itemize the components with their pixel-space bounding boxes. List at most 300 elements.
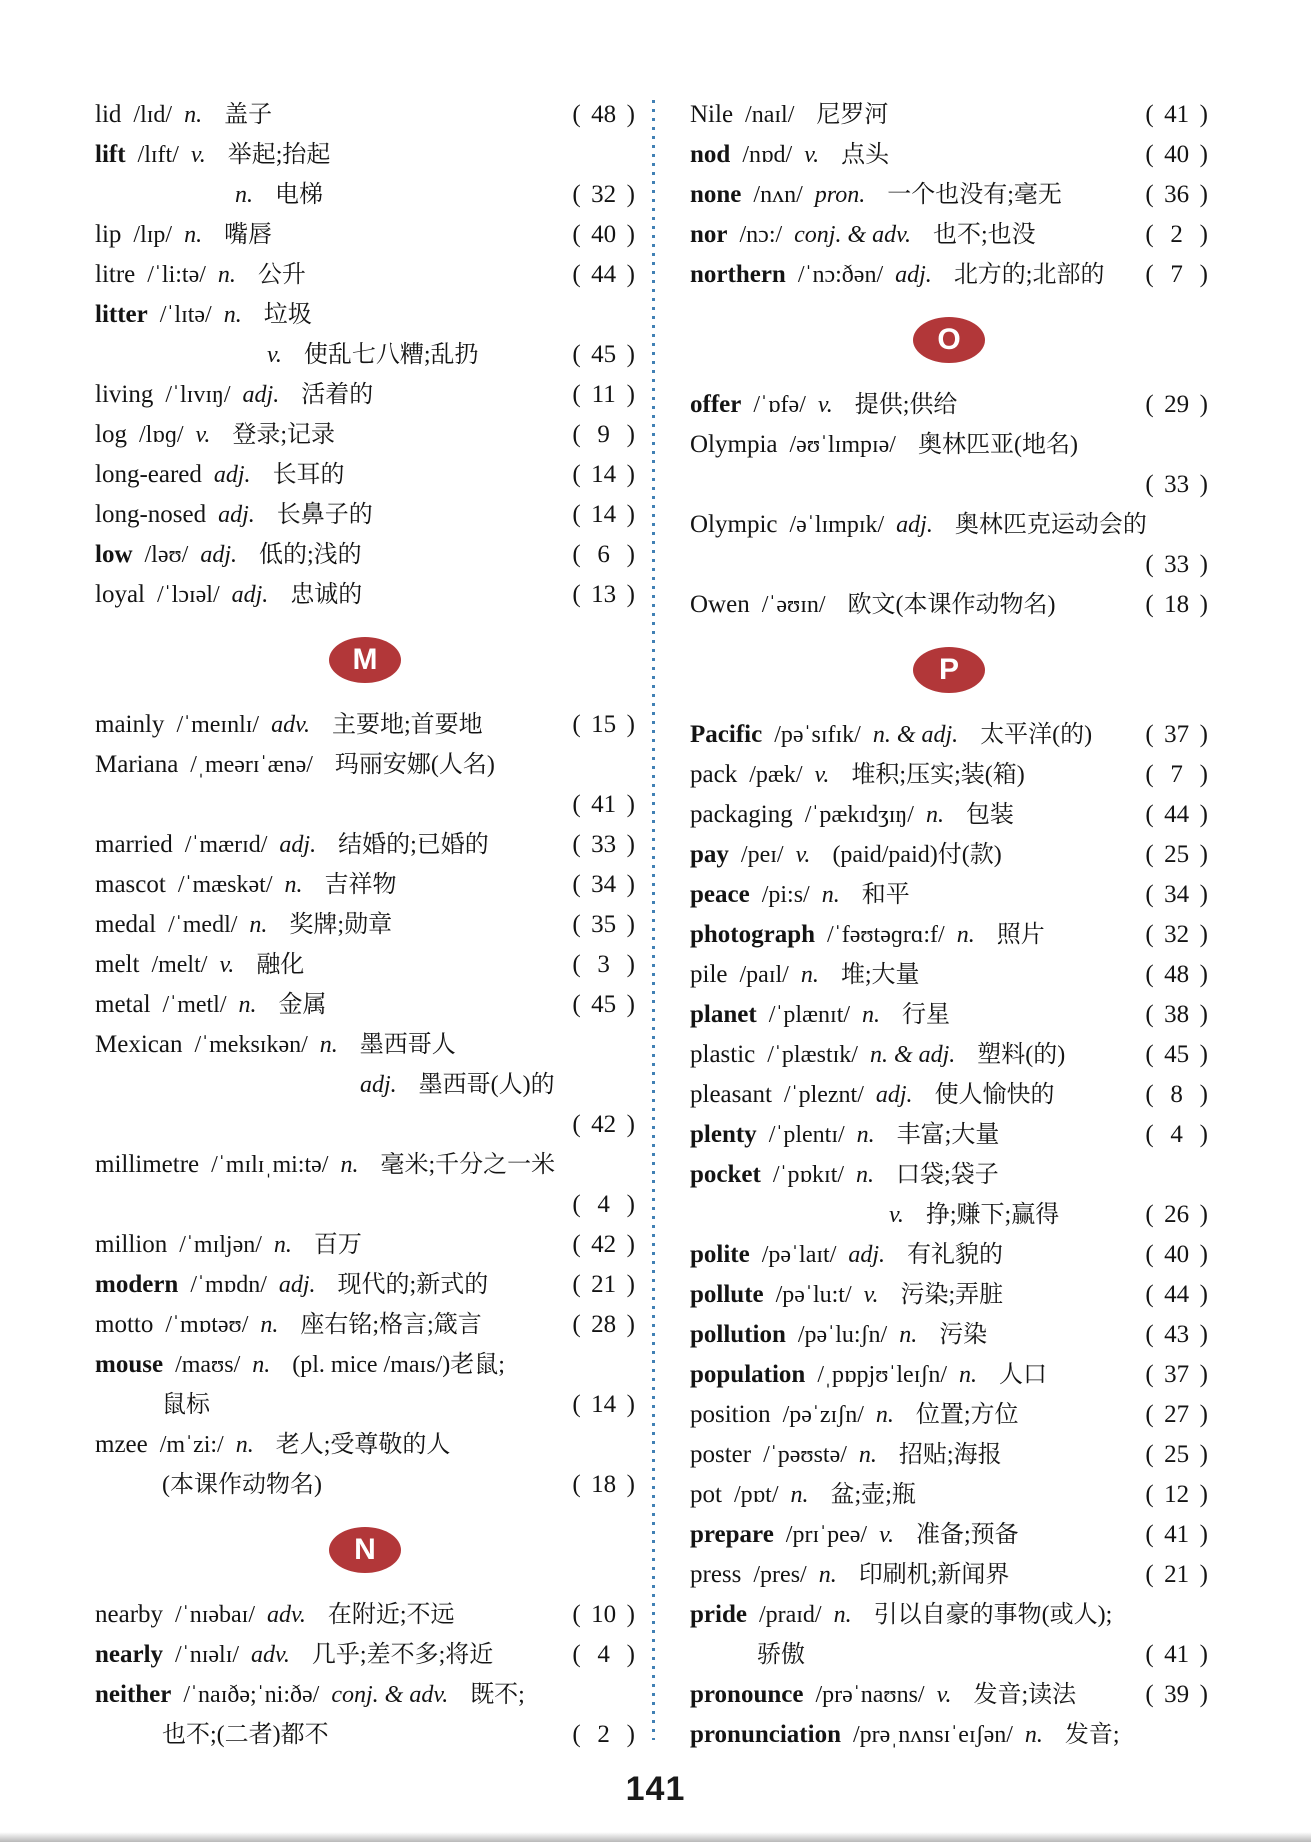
entry-meaning: 挣;赚下;赢得: [925, 1202, 1060, 1228]
entry-meaning: 嘴唇: [224, 222, 273, 248]
entry-northern: [690, 255, 1208, 295]
entry-phonetic: /peɪ/: [740, 842, 784, 868]
entry-meaning: 丰富;大量: [896, 1122, 1000, 1148]
entry-peace: [690, 875, 1208, 915]
entry-continuation: [95, 1385, 635, 1425]
entry-page-ref: ( 45 ): [572, 991, 635, 1018]
entry-motto: [95, 1305, 635, 1345]
entry-continuation: [95, 1465, 635, 1505]
entry-phonetic: /ˈplæstɪk/: [767, 1042, 858, 1068]
entry-meaning: 欧文(本课作动物名): [847, 592, 1056, 618]
entry-prepare: [690, 1515, 1208, 1555]
entry-meaning: 准备;预备: [915, 1522, 1019, 1548]
entry-meaning: 墨西哥(人)的: [418, 1072, 555, 1098]
entry-word: mouse: [95, 1351, 164, 1378]
entry-phonetic: /ˈnaɪðə;ˈni:ðə/: [183, 1682, 320, 1708]
entry-phonetic: /melt/: [151, 952, 208, 978]
entry-pos: conj. & adv.: [794, 222, 912, 248]
entry-continuation: [95, 785, 635, 825]
entry-pos: n.: [260, 1312, 279, 1338]
entry-pos: adj.: [896, 512, 933, 538]
entry-pos: n.: [340, 1152, 359, 1178]
entry-word: nod: [690, 141, 731, 168]
entry-meaning: 在附近;不远: [327, 1602, 455, 1628]
section-badge-m: M: [329, 637, 401, 683]
entry-meaning: 使乱七八糟;乱扔: [303, 342, 479, 368]
entry-page-ref: ( 48 ): [1145, 961, 1208, 988]
entry-mainly: [95, 705, 635, 745]
entry-phonetic: /ˈmɪlɪˌmi:tə/: [211, 1152, 329, 1178]
entry-low: [95, 535, 635, 575]
entry-word: pocket: [690, 1161, 761, 1188]
entry-meaning: 引以自豪的事物(或人);: [873, 1602, 1113, 1628]
entry-meaning: 奥林匹克运动会的: [954, 512, 1147, 538]
entry-meaning: 口袋;袋子: [896, 1162, 999, 1188]
entry-meaning: (paid/paid)付(款): [832, 842, 1002, 868]
entry-word: motto: [95, 1311, 154, 1338]
entry-meaning: 发音;: [1064, 1722, 1120, 1748]
entry-pos: n.: [800, 962, 819, 988]
entry-meaning: 既不;: [470, 1682, 525, 1708]
entry-phonetic: /ˈmeksɪkən/: [194, 1032, 308, 1058]
entry-meaning: 奖牌;勋章: [289, 912, 393, 938]
entry-word: nor: [690, 221, 728, 248]
entry-continuation: [690, 1635, 1208, 1675]
entry-word: nearly: [95, 1641, 164, 1668]
entry-word: low: [95, 541, 133, 568]
entry-phonetic: /prəˌnʌnsɪˈeɪʃən/: [852, 1722, 1013, 1748]
entry-page-ref: ( 33 ): [1145, 551, 1208, 578]
entry-phonetic: /pəˈlu:t/: [775, 1282, 852, 1308]
entry-phonetic: /ˌmeərɪˈænə/: [190, 752, 313, 778]
entry-lip: [95, 215, 635, 255]
entry-page-ref: ( 21 ): [1145, 1561, 1208, 1588]
entry-meaning: 招贴;海报: [898, 1442, 1002, 1468]
entry-page-ref: ( 44 ): [1145, 801, 1208, 828]
entry-pos: adj.: [213, 462, 251, 488]
entry-phonetic: /ˈnɪəbaɪ/: [175, 1602, 255, 1628]
entry-meaning: (pl. mice /maɪs/)老鼠;: [292, 1352, 505, 1378]
entry-polite: [690, 1235, 1208, 1275]
entry-phonetic: /nʌn/: [753, 182, 803, 208]
entry-meaning: 位置;方位: [915, 1402, 1019, 1428]
entry-word: millimetre: [95, 1151, 200, 1178]
entry-continuation: [690, 545, 1208, 585]
entry-meaning: 污染: [939, 1322, 988, 1348]
entry-word: pile: [690, 961, 728, 988]
entry-mascot: [95, 865, 635, 905]
entry-meaning: 塑料(的): [977, 1042, 1066, 1068]
entry-word: planet: [690, 1001, 757, 1028]
entry-nod: [690, 135, 1208, 175]
entry-page-ref: ( 9 ): [572, 421, 635, 448]
entry-press: [690, 1555, 1208, 1595]
entry-long-nosed: [95, 495, 635, 535]
entry-meaning: 电梯: [275, 182, 323, 208]
entry-word: lid: [95, 101, 122, 128]
entry-medal: [95, 905, 635, 945]
entry-pos: n.: [956, 922, 975, 948]
entry-page-ref: ( 36 ): [1145, 181, 1208, 208]
entry-phonetic: /praɪd/: [758, 1602, 822, 1628]
entry-meaning: 现代的;新式的: [337, 1272, 489, 1298]
entry-meaning: 印刷机;新闻界: [858, 1562, 1010, 1588]
entry-meaning: 墨西哥人: [359, 1032, 456, 1058]
entry-pos: adj.: [278, 1272, 316, 1298]
entry-page-ref: ( 40 ): [572, 221, 635, 248]
entry-word: pot: [690, 1481, 722, 1508]
entry-page-ref: ( 2 ): [1145, 221, 1208, 248]
entry-pos: adj.: [231, 582, 269, 608]
entry-pos: n.: [284, 872, 303, 898]
entry-lid: [95, 95, 635, 135]
entry-word: offer: [690, 391, 742, 418]
entry-page-ref: ( 27 ): [1145, 1401, 1208, 1428]
entry-pos: n.: [858, 1442, 877, 1468]
entry-meaning: 几乎;差不多;将近: [311, 1642, 494, 1668]
entry-word: mascot: [95, 871, 166, 898]
entry-meaning: 主要地;首要地: [331, 712, 483, 738]
entry-pos: n.: [818, 1562, 837, 1588]
right-column: [690, 95, 1208, 1755]
entry-word: pay: [690, 841, 729, 868]
entry-pos: adj.: [200, 542, 237, 568]
entry-pos: n.: [821, 882, 840, 908]
entry-phonetic: /pəˈzɪʃn/: [782, 1402, 864, 1428]
entry-pos: v.: [817, 392, 833, 418]
entry-photograph: [690, 915, 1208, 955]
entry-page-ref: ( 4 ): [572, 1641, 635, 1668]
entry-meaning: 低的;浅的: [259, 542, 362, 568]
entry-page-ref: ( 40 ): [1145, 141, 1208, 168]
entry-page-ref: ( 38 ): [1145, 1001, 1208, 1028]
entry-continuation: [690, 465, 1208, 505]
entry-word: pollute: [690, 1281, 764, 1308]
section-header-n: [95, 1505, 635, 1595]
entry-page-ref: ( 21 ): [572, 1271, 635, 1298]
entry-meaning: 结婚的;已婚的: [338, 832, 489, 858]
entry-meaning: 堆;大量: [840, 962, 920, 988]
entry-meaning: 忠诚的: [290, 582, 363, 608]
entry-page-ref: ( 8 ): [1145, 1081, 1208, 1108]
entry-word: position: [690, 1401, 771, 1428]
entry-pos: n.: [875, 1402, 894, 1428]
entry-married: [95, 825, 635, 865]
entry-meaning: 提供;供给: [854, 392, 958, 418]
entry-word: neither: [95, 1681, 172, 1708]
entry-word: modern: [95, 1271, 179, 1298]
entry-nor: [690, 215, 1208, 255]
entry-meaning: 堆积;压实;装(箱): [851, 762, 1025, 788]
entry-word: loyal: [95, 581, 145, 608]
entry-phonetic: /pres/: [753, 1562, 807, 1588]
entry-meaning: 奥林匹亚(地名): [917, 432, 1078, 458]
entry-meaning: 长鼻子的: [276, 502, 373, 528]
entry-meaning: 也不;也没: [933, 222, 1036, 248]
entry-pos: n. & adj.: [869, 1042, 956, 1068]
section-header-o: [690, 295, 1208, 385]
column-divider: [652, 100, 655, 1740]
entry-word: packaging: [690, 801, 793, 828]
entry-pot: [690, 1475, 1208, 1515]
entry-page-ref: ( 14 ): [572, 461, 635, 488]
section-badge-p: P: [913, 647, 985, 693]
entry-phonetic: /ˈɒfə/: [753, 392, 806, 418]
entry-meaning: 太平洋(的): [980, 722, 1093, 748]
section-badge-o: O: [913, 317, 985, 363]
entry-mouse: [95, 1345, 635, 1385]
entry-page-ref: ( 41 ): [572, 791, 635, 818]
entry-meaning: 公升: [257, 262, 306, 288]
entry-page-ref: ( 3 ): [572, 951, 635, 978]
entry-pos: v.: [936, 1682, 952, 1708]
entry-phonetic: /mˈzi:/: [159, 1432, 224, 1458]
entry-pos: v.: [795, 842, 811, 868]
entry-pos: v.: [863, 1282, 879, 1308]
entry-mexican: [95, 1025, 635, 1065]
entry-page-ref: ( 11 ): [572, 381, 635, 408]
entry-page-ref: ( 43 ): [1145, 1321, 1208, 1348]
entry-page-ref: ( 4 ): [1145, 1121, 1208, 1148]
entry-word: pleasant: [690, 1081, 772, 1108]
entry-pos: adj.: [218, 502, 255, 528]
entry-meaning: 盖子: [224, 102, 273, 128]
entry-page-ref: ( 37 ): [1145, 721, 1208, 748]
entry-phonetic: /pɒt/: [733, 1482, 779, 1508]
entry-word: peace: [690, 881, 750, 908]
entry-pacific: [690, 715, 1208, 755]
entry-nearby: [95, 1595, 635, 1635]
entry-nile: [690, 95, 1208, 135]
entry-page-ref: ( 44 ): [572, 261, 635, 288]
entry-page-ref: ( 37 ): [1145, 1361, 1208, 1388]
entry-page-ref: ( 41 ): [1145, 101, 1208, 128]
entry-word: pack: [690, 761, 738, 788]
entry-phonetic: /prɪˈpeə/: [785, 1522, 868, 1548]
entry-pollution: [690, 1315, 1208, 1355]
entry-phonetic: /maʊs/: [175, 1352, 241, 1378]
entry-word: plastic: [690, 1041, 756, 1068]
entry-litter: [95, 295, 635, 335]
entry-phonetic: /pəˈlaɪt/: [761, 1242, 837, 1268]
entry-word: Owen: [690, 591, 750, 618]
entry-nearly: [95, 1635, 635, 1675]
entry-word: Mexican: [95, 1031, 183, 1058]
entry-poster: [690, 1435, 1208, 1475]
entry-pos: pron.: [814, 182, 866, 208]
entry-phonetic: /əʊˈlɪmpɪə/: [789, 432, 896, 458]
entry-meaning: 包装: [965, 802, 1014, 828]
entry-phonetic: /pi:s/: [761, 882, 810, 908]
entry-page-ref: ( 32 ): [1145, 921, 1208, 948]
entry-phonetic: /ˈpækɪdʒɪŋ/: [804, 802, 914, 828]
entry-lift: [95, 135, 635, 175]
entry-word: mzee: [95, 1431, 148, 1458]
entry-pronounce: [690, 1675, 1208, 1715]
entry-phonetic: /ˈmetl/: [162, 992, 227, 1018]
entry-phonetic: /lɒɡ/: [138, 422, 184, 448]
entry-loyal: [95, 575, 635, 615]
entry-mzee: [95, 1425, 635, 1465]
entry-page-ref: ( 33 ): [572, 831, 635, 858]
entry-pos: n.: [790, 1482, 809, 1508]
entry-phonetic: /ˈpleznt/: [783, 1082, 864, 1108]
entry-word: photograph: [690, 921, 816, 948]
entry-pay: [690, 835, 1208, 875]
entry-pos: n.: [252, 1352, 271, 1378]
entry-pos: adj.: [848, 1242, 886, 1268]
entry-word: Nile: [690, 101, 734, 128]
entry-word: none: [690, 181, 742, 208]
entry-phonetic: /ˈmeɪnlɪ/: [176, 712, 260, 738]
entry-page-ref: ( 18 ): [1145, 591, 1208, 618]
entry-metal: [95, 985, 635, 1025]
entry-meaning: 毫米;千分之一米: [380, 1152, 556, 1178]
entry-litre: [95, 255, 635, 295]
entry-page-ref: ( 6 ): [572, 541, 635, 568]
entry-pos: v.: [267, 342, 282, 368]
entry-pos: adj.: [360, 1072, 397, 1098]
section-header-m: [95, 615, 635, 705]
entry-pos: adj.: [895, 262, 932, 288]
entry-meaning: 照片: [996, 922, 1045, 948]
entry-phonetic: /nɒd/: [742, 142, 793, 168]
entry-word: pronunciation: [690, 1721, 841, 1748]
entry-pos: adj.: [279, 832, 317, 858]
entry-page-ref: ( 12 ): [1145, 1481, 1208, 1508]
entry-meaning: 点头: [841, 142, 890, 168]
entry-pos: n. & adj.: [872, 722, 959, 748]
entry-word: Pacific: [690, 721, 763, 748]
entry-pos: adj.: [875, 1082, 913, 1108]
entry-phonetic: /ˈpəʊstə/: [763, 1442, 847, 1468]
entry-pos: v.: [889, 1202, 904, 1228]
entry-living: [95, 375, 635, 415]
entry-phonetic: /lɪd/: [133, 102, 173, 128]
entry-olympic: [690, 505, 1208, 545]
entry-neither: [95, 1675, 635, 1715]
entry-pos: v.: [190, 142, 206, 168]
entry-phonetic: /ˈmærɪd/: [184, 832, 268, 858]
entry-continuation: [95, 335, 635, 375]
entry-pos: v.: [219, 952, 235, 978]
entry-word: Olympic: [690, 511, 778, 538]
entry-phonetic: /ˈlɪtə/: [159, 302, 212, 328]
entry-phonetic: /ˈmɪljən/: [179, 1232, 262, 1258]
entry-olympia: [690, 425, 1208, 465]
entry-word: prepare: [690, 1521, 774, 1548]
entry-word: metal: [95, 991, 151, 1018]
entry-phonetic: /ˈfəʊtəɡrɑ:f/: [827, 922, 945, 948]
entry-page-ref: ( 7 ): [1145, 761, 1208, 788]
entry-pos: n.: [235, 182, 253, 208]
entry-page-ref: ( 2 ): [572, 1721, 635, 1748]
entry-phonetic: /lɪft/: [137, 142, 179, 168]
entry-meaning: 玛丽安娜(人名): [334, 752, 495, 778]
entry-word: Olympia: [690, 431, 778, 458]
entry-page-ref: ( 39 ): [1145, 1681, 1208, 1708]
entry-continuation: [95, 175, 635, 215]
entry-page-ref: ( 41 ): [1145, 1641, 1208, 1668]
entry-word: lip: [95, 221, 122, 248]
entry-page-ref: ( 44 ): [1145, 1281, 1208, 1308]
entry-plenty: [690, 1115, 1208, 1155]
entry-owen: [690, 585, 1208, 625]
entry-page-ref: ( 14 ): [572, 501, 635, 528]
entry-page-ref: ( 40 ): [1145, 1241, 1208, 1268]
entry-page-ref: ( 25 ): [1145, 1441, 1208, 1468]
entry-millimetre: [95, 1145, 635, 1185]
entry-word: medal: [95, 911, 157, 938]
entry-meaning: 活着的: [301, 382, 374, 408]
entry-phonetic: /pæk/: [749, 762, 803, 788]
entry-page-ref: ( 13 ): [572, 581, 635, 608]
entry-meaning: 长耳的: [272, 462, 345, 488]
page-bottom-shadow: [0, 1832, 1311, 1842]
entry-continuation: [95, 1105, 635, 1145]
entry-position: [690, 1395, 1208, 1435]
entry-word: litre: [95, 261, 136, 288]
entry-pos: n.: [1024, 1722, 1043, 1748]
entry-pollute: [690, 1275, 1208, 1315]
entry-word: living: [95, 381, 154, 408]
entry-meaning: 金属: [278, 992, 327, 1018]
entry-page-ref: ( 10 ): [572, 1601, 635, 1628]
entry-pocket: [690, 1155, 1208, 1195]
entry-phonetic: /əˈlɪmpɪk/: [789, 512, 885, 538]
entry-page-ref: ( 15 ): [572, 711, 635, 738]
entry-pos: n.: [223, 302, 242, 328]
entry-page-ref: ( 14 ): [572, 1391, 635, 1418]
entry-meaning: 有礼貌的: [907, 1242, 1004, 1268]
entry-pos: n.: [856, 1122, 875, 1148]
entry-phonetic: /paɪl/: [739, 962, 789, 988]
entry-pos: n.: [856, 1162, 875, 1188]
entry-phonetic: /ˈnɔ:ðən/: [797, 262, 884, 288]
entry-word: plenty: [690, 1121, 757, 1148]
entry-pride: [690, 1595, 1208, 1635]
entry-phonetic: /ləʊ/: [144, 542, 189, 568]
entry-page-ref: ( 18 ): [572, 1471, 635, 1498]
entry-word: pollution: [690, 1321, 786, 1348]
entry-meaning: 使人愉快的: [934, 1082, 1055, 1108]
entry-phonetic: /ˈəʊɪn/: [761, 592, 826, 618]
entry-pos: n.: [862, 1002, 881, 1028]
entry-page-ref: ( 4 ): [572, 1191, 635, 1218]
entry-page-ref: ( 34 ): [1145, 881, 1208, 908]
entry-word: polite: [690, 1241, 750, 1268]
entry-word: melt: [95, 951, 140, 978]
entry-phonetic: /nɔ:/: [739, 222, 783, 248]
entry-population: [690, 1355, 1208, 1395]
entry-word: northern: [690, 261, 786, 288]
entry-phonetic: /ˈmɒtəʊ/: [165, 1312, 249, 1338]
entry-phonetic: /prəˈnaʊns/: [815, 1682, 925, 1708]
entry-phonetic: /ˈli:tə/: [147, 262, 206, 288]
entry-page-ref: ( 32 ): [572, 181, 635, 208]
entry-word: population: [690, 1361, 806, 1388]
entry-page-ref: ( 25 ): [1145, 841, 1208, 868]
entry-pos: n.: [238, 992, 257, 1018]
entry-page-ref: ( 48 ): [572, 101, 635, 128]
entry-pack: [690, 755, 1208, 795]
entry-melt: [95, 945, 635, 985]
entry-meaning: 垃圾: [263, 302, 312, 328]
entry-word: litter: [95, 301, 148, 328]
entry-pos: n.: [184, 222, 203, 248]
entry-word: long-nosed: [95, 501, 207, 528]
entry-word: log: [95, 421, 127, 448]
